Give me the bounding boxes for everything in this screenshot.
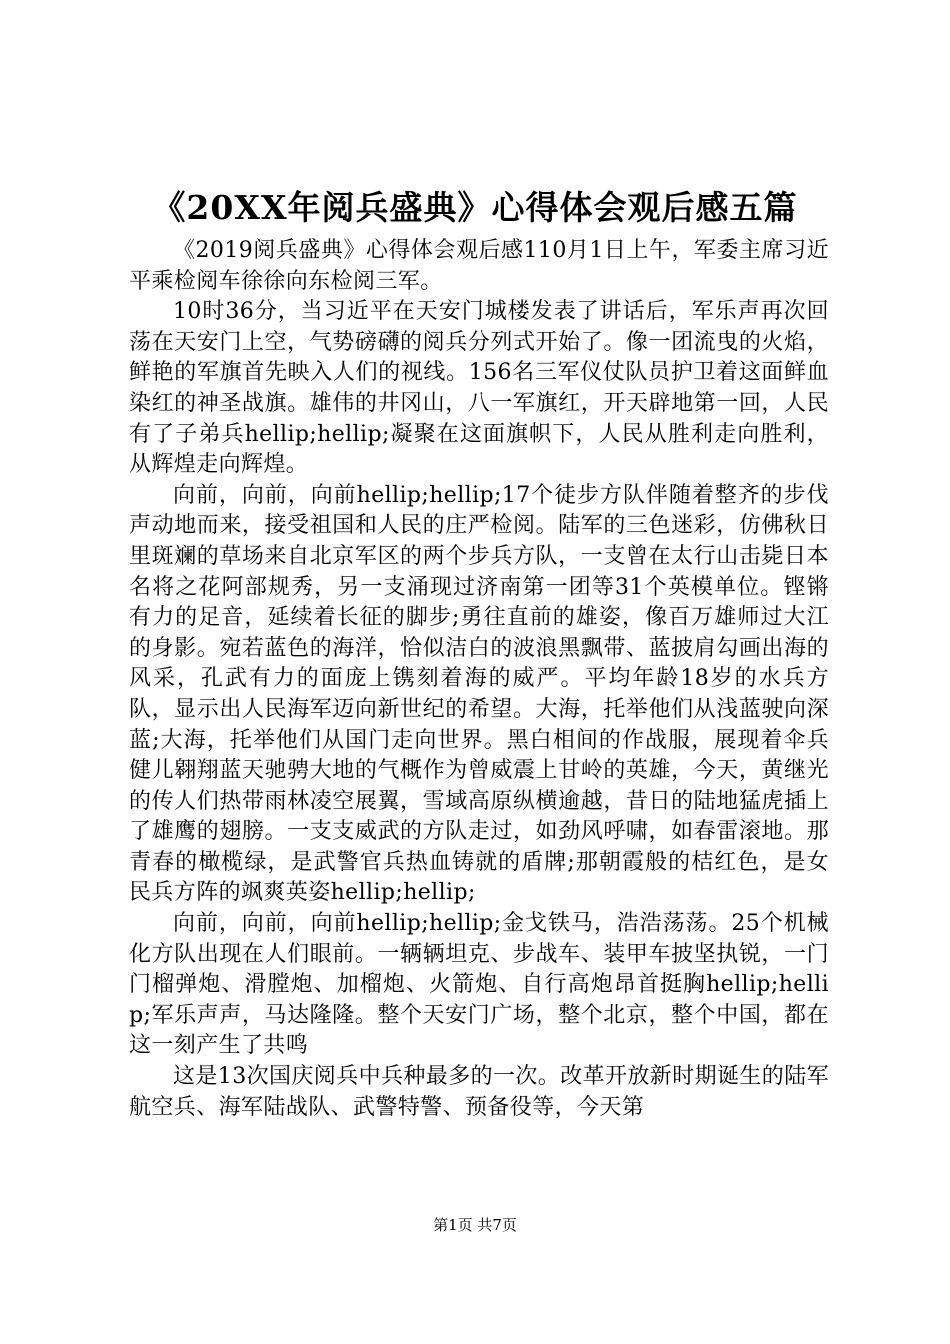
paragraph-4: 向前，向前，向前hellip;hellip;金戈铁马，浩浩荡荡。25个机械化方队出现在人们眼前。一辆辆坦克、步战车、装甲车披坚执锐，一门门榴弹炮、滑膛炮、加榴炮、火箭炮、自行高炮昂首挺胸hellip;hellip;军乐声声，马达隆隆。整个天安门广场，整个北京，整个中国，都在这一刻产生了共鸣 (129, 911, 829, 1059)
paragraph-2: 10时36分，当习近平在天安门城楼发表了讲话后，军乐声再次回荡在天安门上空，气势磅礴的阅兵分列式开始了。像一团流曳的火焰，鲜艳的军旗首先映入人们的视线。156名三军仪仗队员护卫着这面鲜血染红的神圣战旗。雄伟的井冈山，八一军旗红，开天辟地第一回，人民有了子弟兵hellip;hellip;凝聚在这面旗帜下，人民从胜利走向胜利，从辉煌走向辉煌。 (129, 299, 829, 478)
page-number-footer: 第1页 共7页 (433, 1216, 517, 1234)
document-title: 《20XX年阅兵盛典》心得体会观后感五篇 (152, 188, 798, 227)
paragraph-1: 《2019阅兵盛典》心得体会观后感110月1日上午，军委主席习近平乘检阅车徐徐向东检阅三军。 (129, 238, 829, 294)
document-body (129, 236, 829, 1123)
paragraph-3: 向前，向前，向前hellip;hellip;17个徒步方队伴随着整齐的步伐声动地而来，接受祖国和人民的庄严检阅。陆军的三色迷彩，仿佛秋日里斑斓的草场来自北京军区的两个步兵方队，一支曾在太行山击毙日本名将之花阿部规秀，另一支涌现过济南第一团等31个英模单位。铿锵有力的足音，延续着长征的脚步;勇往直前的雄姿，像百万雄师过大江的身影。宛若蓝色的海洋，恰似洁白的波浪黑飘带、蓝披肩勾画出海的风采，孔武有力的面庞上镌刻着海的威严。平均年龄18岁的水兵方队，显示出人民海军迈向新世纪的希望。大海，托举他们从浅蓝驶向深蓝;大海，托举他们从国门走向世界。黑白相间的作战服，展现着伞兵健儿翱翔蓝天驰骋大地的气概作为曾威震上甘岭的英雄，今天，黄继光的传人们热带雨林凌空展翼，雪域高原纵横逾越，昔日的陆地猛虎插上了雄鹰的翅膀。一支支威武的方队走过，如劲风呼啸，如春雷滚地。那青春的橄榄绿，是武警官兵热血铸就的盾牌;那朝霞般的桔红色，是女民兵方阵的飒爽英姿hellip;hellip; (129, 482, 829, 906)
paragraph-5: 这是13次国庆阅兵中兵种最多的一次。改革开放新时期诞生的陆军航空兵、海军陆战队、武警特警、预备役等，今天第 (129, 1064, 829, 1120)
